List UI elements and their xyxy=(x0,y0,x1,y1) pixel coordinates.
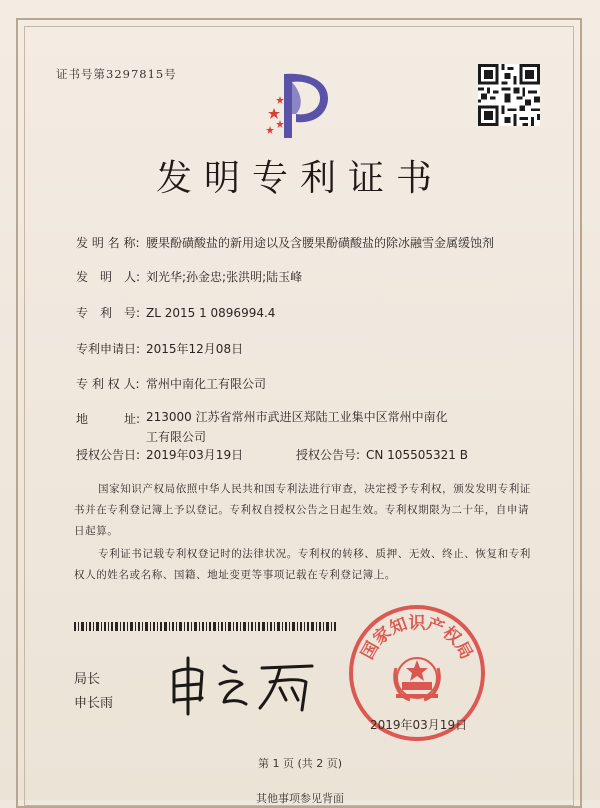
certificate-number: 证书号第3297815号 xyxy=(56,67,177,81)
grant-statement-paragraph: 国家知识产权局依照中华人民共和国专利法进行审查，决定授予专利权，颁发发明专利证书并在专利登记簿上予以登记。专利权自授权公告之日起生效。专利权期限为二十年，自申请日起算。 xyxy=(74,483,531,537)
barcode-strip xyxy=(74,622,336,631)
seal-text: 国家知识产权局 xyxy=(357,613,477,663)
address-line-1: 213000 江苏省常州市武进区郑陆工业集中区常州中南化 xyxy=(146,410,448,424)
field-value: 腰果酚磺酸盐的新用途以及含腰果酚磺酸盐的除冰融雪金属缓蚀剂 xyxy=(146,236,495,250)
field-label: 授权公告号: xyxy=(296,448,361,462)
field-label: 发 明 人: xyxy=(76,270,141,284)
field-invention-name xyxy=(76,234,494,251)
director-title: 局长 xyxy=(74,672,101,687)
field-value: 2019年03月19日 xyxy=(146,448,244,462)
field-label: 专 利 权 人: xyxy=(76,377,140,391)
qr-code xyxy=(478,64,540,126)
certificate-title: 发明专利证书 xyxy=(155,158,444,199)
address-line-2: 工有限公司 xyxy=(146,430,207,444)
page-number: 第 1 页 (共 2 页) xyxy=(257,757,343,770)
field-value: 常州中南化工有限公司 xyxy=(146,377,267,391)
field-label: 专利申请日: xyxy=(76,342,141,356)
field-grant-number xyxy=(296,446,468,463)
director-signature xyxy=(162,650,322,716)
field-grant-date xyxy=(76,446,243,463)
seal-date: 2019年03月19日 xyxy=(370,718,468,732)
field-label: 授权公告日: xyxy=(76,448,141,462)
field-patentee xyxy=(76,375,266,392)
field-patent-number xyxy=(76,304,275,321)
field-label: 地 址: xyxy=(76,412,141,426)
patent-office-emblem xyxy=(262,68,332,142)
field-value: 刘光华;孙金忠;张洪明;陆玉峰 xyxy=(146,270,303,284)
field-label: 专 利 号: xyxy=(76,306,141,320)
field-address-value xyxy=(146,407,476,447)
director-name: 申长雨 xyxy=(74,696,114,711)
field-label: 发 明 名 称: xyxy=(76,236,140,250)
field-inventors xyxy=(76,268,302,285)
field-address-label xyxy=(76,410,146,427)
field-value: ZL 2015 1 0896994.4 xyxy=(146,306,276,320)
field-value: 2015年12月08日 xyxy=(146,342,244,356)
footer-note: 其他事项参见背面 xyxy=(256,792,344,805)
field-value: CN 105505321 B xyxy=(366,448,468,462)
field-filing-date xyxy=(76,340,243,357)
legal-status-paragraph: 专利证书记载专利权登记时的法律状况。专利权的转移、质押、无效、终止、恢复和专利权人的姓名或名称、国籍、地址变更等事项记载在专利登记簿上。 xyxy=(74,548,531,581)
